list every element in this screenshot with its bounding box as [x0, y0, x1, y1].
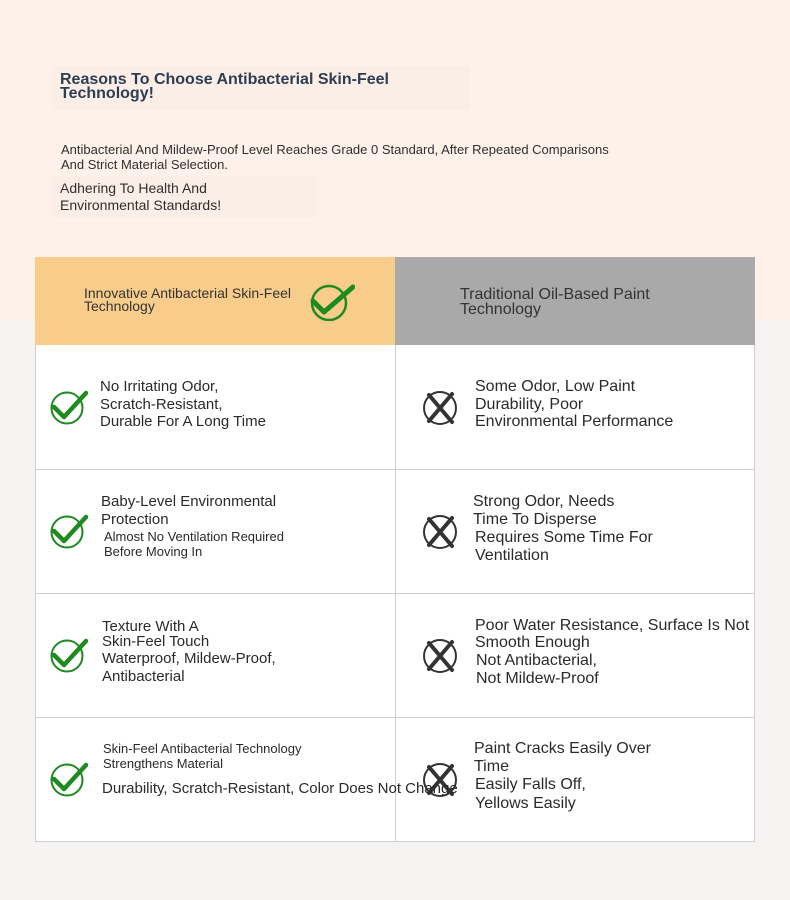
traditional-cell	[475, 378, 673, 431]
innovative-header-label: Innovative Antibacterial Skin-Feel Technology	[84, 285, 291, 314]
cell-line: Strong Odor, Needs	[473, 493, 615, 510]
traditional-cell	[475, 617, 749, 687]
description-text: Antibacterial And Mildew-Proof Level Reaches Grade 0 Standard, After Repeated Comparisons And Strict Material Selection.	[61, 142, 609, 172]
innovative-cell	[100, 378, 266, 431]
cell-line: Scratch-Resistant,	[100, 395, 223, 413]
cell-line: Poor Water Resistance, Surface Is Not	[475, 617, 750, 634]
cross-icon	[423, 388, 461, 426]
comparison-table	[35, 257, 755, 843]
row-divider	[36, 717, 754, 718]
innovative-header	[35, 257, 395, 345]
cell-line: Protection	[101, 511, 169, 528]
cell-line: No Irritating Odor,	[100, 378, 219, 395]
cell-line: Some Odor, Low Paint	[475, 378, 636, 395]
cell-line: Environmental Performance	[475, 413, 674, 430]
cell-line: Baby-Level Environmental	[101, 493, 277, 510]
cell-line: Texture With A	[102, 618, 199, 635]
cell-line: Skin-Feel Antibacterial Technology	[103, 741, 302, 756]
innovative-cell	[101, 493, 284, 559]
cell-line: Requires Some Time For	[475, 529, 653, 546]
cell-line: Yellows Easily	[475, 794, 576, 812]
cell-line: Smooth Enough	[475, 634, 590, 651]
row-divider	[36, 469, 754, 470]
comparison-body	[35, 345, 755, 842]
cell-line: Paint Cracks Easily Over	[474, 740, 651, 757]
header-check-icon	[309, 283, 355, 321]
cell-line: Durable For A Long Time	[100, 413, 266, 430]
innovative-cell	[103, 741, 458, 799]
cell-line: Antibacterial	[102, 668, 185, 685]
cell-line: Skin-Feel Touch	[102, 633, 210, 650]
traditional-cell	[473, 493, 653, 564]
check-icon	[50, 512, 88, 550]
page-title: Reasons To Choose Antibacterial Skin-Feel Technology!	[60, 71, 389, 102]
row-divider	[36, 593, 754, 594]
cell-line: Not Antibacterial,	[476, 652, 597, 669]
innovative-cell	[102, 619, 276, 685]
cell-line: Not Mildew-Proof	[476, 670, 599, 687]
cell-line: Time	[474, 758, 509, 775]
cell-line: Almost No Ventilation Required	[104, 529, 284, 544]
traditional-cell	[474, 740, 651, 812]
cell-line: Before Moving In	[104, 544, 203, 559]
traditional-header	[395, 257, 755, 345]
cell-line: Time To Disperse	[473, 511, 597, 528]
traditional-header-label: Traditional Oil-Based Paint Technology	[460, 286, 650, 318]
cell-line: Durability, Poor	[475, 395, 584, 413]
standards-text: Adhering To Health And Environmental Standards!	[60, 180, 222, 213]
cell-line: Waterproof, Mildew-Proof,	[102, 650, 276, 667]
cell-line: Strengthens Material	[103, 756, 223, 771]
check-icon	[50, 388, 88, 426]
cell-line: Ventilation	[475, 546, 549, 564]
cell-line: Easily Falls Off,	[475, 776, 586, 793]
check-icon	[50, 760, 88, 798]
check-icon	[50, 636, 88, 674]
cross-icon	[423, 512, 461, 550]
cell-line: Durability, Scratch-Resistant, Color Does Not Change	[102, 780, 458, 797]
cross-icon	[423, 636, 461, 674]
